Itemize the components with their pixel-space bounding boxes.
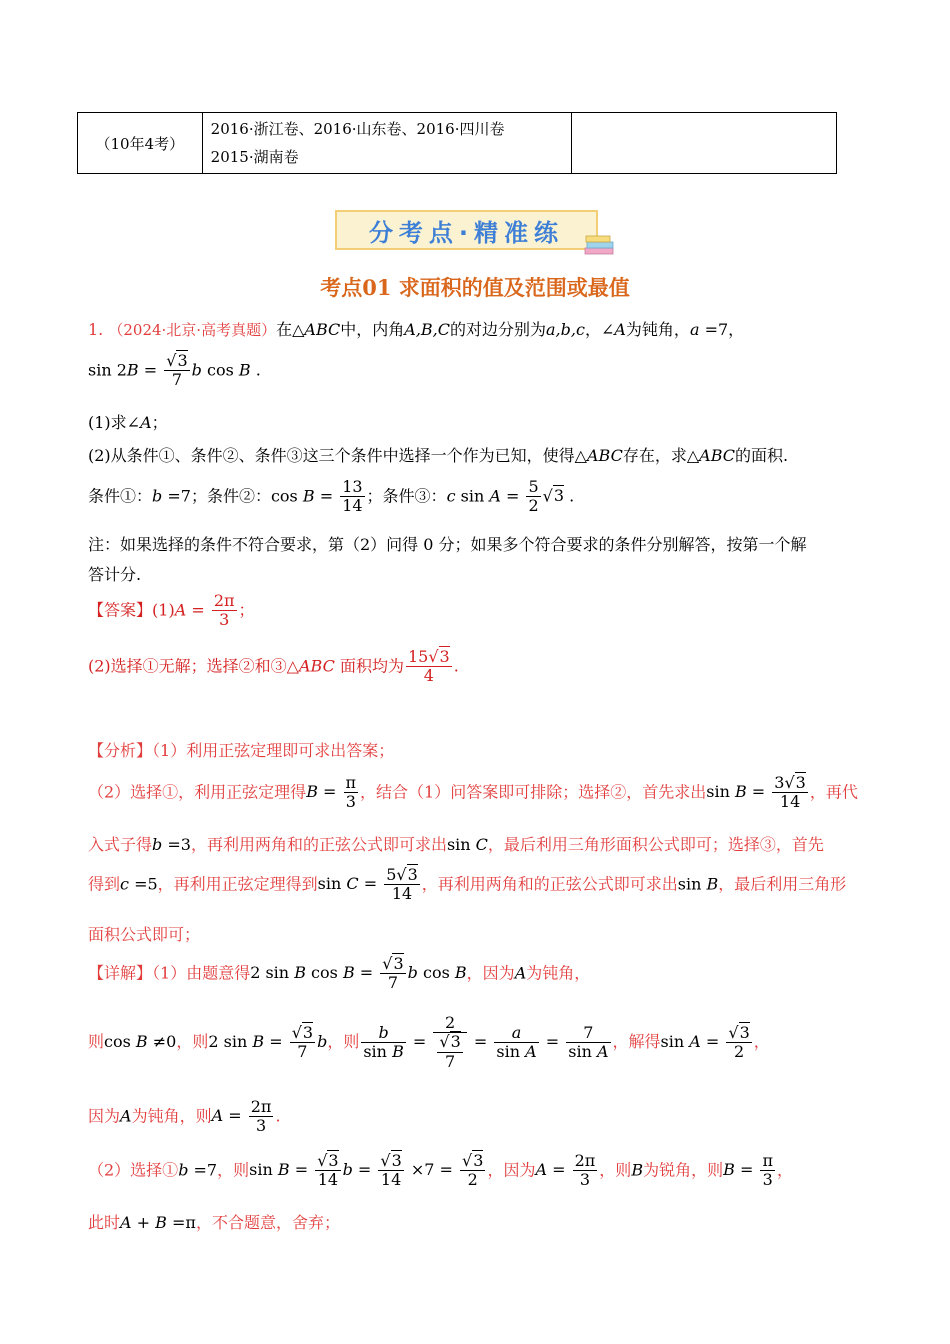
problem-source: （2024·北京·高考真题） bbox=[108, 321, 277, 339]
text: ；条件②： bbox=[190, 486, 271, 506]
text: ， bbox=[776, 1160, 793, 1180]
text: （1）利用正弦定理即可求出答案； bbox=[152, 741, 395, 760]
problem-line-1: 1. （2024·北京·高考真题）在△ABC中，内角A,B,C的对边分别为a,b,c，∠A为钝角，a =7， bbox=[88, 320, 745, 339]
books-icon bbox=[583, 232, 617, 256]
note-line-1: 注：如果选择的条件不符合要求，第（2）问得 0 分；如果多个符合要求的条件分别解答，按第一个解 bbox=[88, 535, 807, 554]
text: 条件①： bbox=[88, 486, 153, 506]
text: (1)求 bbox=[88, 413, 127, 432]
exams-line-2: 2015·湖南卷 bbox=[210, 148, 299, 166]
text: ，再利用正弦定理得到 bbox=[157, 874, 318, 894]
detail-line-1: 【详解】（1）由题意得2 sin B cos B = $\frac{√3}{7}$ b cos B，因为A为钝角， bbox=[88, 954, 591, 993]
analysis-line-4: 得到c =5，再利用正弦定理得到sin C = $\frac{5√3}{14}$ ，再利用两角和的正弦公式即可求出sin B，最后利用三角形 bbox=[88, 865, 847, 904]
text: ， bbox=[728, 320, 745, 339]
table-cell-exams bbox=[202, 113, 571, 174]
analysis-line-2: （2）选择①，利用正弦定理得B = $\frac{\pi}{3}$ ，结合（1）问答案即可排除；选择②，首先求出sin B = $\frac{3√3}{14}$ ，再代 bbox=[88, 773, 858, 812]
text: 为钝角， bbox=[625, 320, 690, 339]
text: （1）由题意得 bbox=[152, 963, 251, 983]
text: ，则 bbox=[217, 1160, 250, 1180]
answer-label: 【答案】 bbox=[88, 600, 153, 620]
detail-label: 【详解】 bbox=[88, 963, 153, 983]
analysis-line-5: 面积公式即可； bbox=[88, 925, 201, 944]
text: ，再利用两角和的正弦公式即可求出 bbox=[421, 874, 678, 894]
text: ， bbox=[753, 1032, 770, 1052]
analysis-label: 【分析】 bbox=[88, 741, 153, 760]
text: ； bbox=[151, 413, 168, 432]
text: (2)选择①无解；选择②和③ bbox=[88, 656, 287, 676]
text: ； bbox=[238, 600, 255, 620]
text: 此时 bbox=[88, 1213, 121, 1232]
exam-source-table bbox=[77, 112, 837, 174]
text: ，解得 bbox=[612, 1032, 661, 1052]
note-line-2: 答计分. bbox=[88, 565, 142, 584]
problem-number: 1. bbox=[88, 320, 104, 339]
text: 的面积. bbox=[735, 446, 789, 465]
text: ，再利用两角和的正弦公式即可求出 bbox=[190, 835, 447, 854]
text: ；条件③： bbox=[366, 486, 447, 506]
detail-line-5: 此时A + B =π，不合题意，舍弃； bbox=[88, 1213, 340, 1232]
text: 面积均为 bbox=[339, 656, 404, 676]
analysis-line-1 bbox=[88, 738, 394, 761]
text: 中，内角 bbox=[340, 320, 405, 339]
text: 的对边分别为 bbox=[450, 320, 547, 339]
question-1: (1)求∠A； bbox=[88, 413, 168, 432]
answer-line-1: 【答案】(1)A = $\frac{2\pi}{3}$ ； bbox=[88, 591, 255, 630]
text: （2）选择①，利用正弦定理得 bbox=[88, 782, 307, 802]
banner-title: 分考点·精准练 bbox=[368, 218, 565, 247]
text: (2)从条件①、条件②、条件③这三个条件中选择一个作为已知，使得 bbox=[88, 446, 575, 465]
text: ，则 bbox=[599, 1160, 632, 1180]
detail-line-3: 因为A为钝角，则A = $\frac{2\pi}{3}$ . bbox=[88, 1097, 281, 1136]
exams-line-1: 2016·浙江卷、2016·山东卷、2016·四川卷 bbox=[210, 120, 505, 138]
conditions-line: 条件①：b =7；条件②：cos B = $\frac{13}{14}$ ；条件③：c sin A = $\frac{5}{2}$ √3 . bbox=[88, 477, 575, 516]
text: 为锐角，则 bbox=[643, 1160, 724, 1180]
detail-line-2: 则cos B ≠0，则2 sin B = $\frac{√3}{7}$ b，则 $\frac{b}{\text{sin B}}$ = $\frac{2}{\frac{√3}{7}}$ = $\frac{a}{\text{sin A}}$ = $\frac{7}{\text{sin A}}$ ，解得sin A = $\frac{√3}{2}$ ， bbox=[88, 1013, 770, 1071]
section-banner bbox=[335, 210, 598, 250]
text: 为钝角，则 bbox=[131, 1106, 212, 1126]
text: ，不合题意，舍弃； bbox=[195, 1213, 340, 1232]
analysis-line-3: 入式子得b =3，再利用两角和的正弦公式即可求出sin C，最后利用三角形面积公式即可；选择③，首先 bbox=[88, 835, 824, 854]
detail-line-4: （2）选择①b =7，则sin B = $\frac{√3}{14}$ b = $\frac{√3}{14}$ ×7 = $\frac{√3}{2}$ ，因为A = $\frac{2\pi}{3}$ ，则B为锐角，则B = $\frac{\pi}{3}$ ， bbox=[88, 1151, 793, 1190]
question-2: (2)从条件①、条件②、条件③这三个条件中选择一个作为已知，使得△ABC存在，求△ABC的面积. bbox=[88, 446, 789, 465]
text: ，因为 bbox=[466, 963, 515, 983]
text: 为钝角， bbox=[526, 963, 591, 983]
answer-line-2: (2)选择①无解；选择②和③△ABC 面积均为 $\frac{15√3}{4}$ . bbox=[88, 647, 459, 686]
text: 存在，求 bbox=[622, 446, 687, 465]
section-title: 考点01 求面积的值及范围或最值 bbox=[320, 275, 630, 300]
text: 在 bbox=[276, 320, 293, 339]
problem-formula: sin 2B = $\frac{√3}{7}$ b cos B . bbox=[88, 351, 261, 390]
text: ，再代 bbox=[809, 782, 858, 802]
text: ，则 bbox=[176, 1032, 209, 1052]
text: ， bbox=[584, 320, 601, 339]
text: （2）选择① bbox=[88, 1160, 179, 1180]
text: ，最后利用三角形 bbox=[718, 874, 847, 894]
text: (1) bbox=[152, 600, 175, 620]
table-cell-label: （10年4考） bbox=[78, 113, 203, 174]
table-cell-notes bbox=[571, 113, 836, 174]
text: 入式子得 bbox=[88, 835, 153, 854]
text: 则 bbox=[88, 1032, 105, 1052]
text: ，最后利用三角形面积公式即可；选择③，首先 bbox=[487, 835, 824, 854]
text: . bbox=[275, 1106, 281, 1126]
text: ，结合（1）问答案即可排除；选择②，首先求出 bbox=[360, 782, 707, 802]
text: ，因为 bbox=[487, 1160, 536, 1180]
text: ，则 bbox=[327, 1032, 360, 1052]
text: 因为 bbox=[88, 1106, 121, 1126]
text: 得到 bbox=[88, 874, 121, 894]
table-row bbox=[78, 113, 837, 174]
